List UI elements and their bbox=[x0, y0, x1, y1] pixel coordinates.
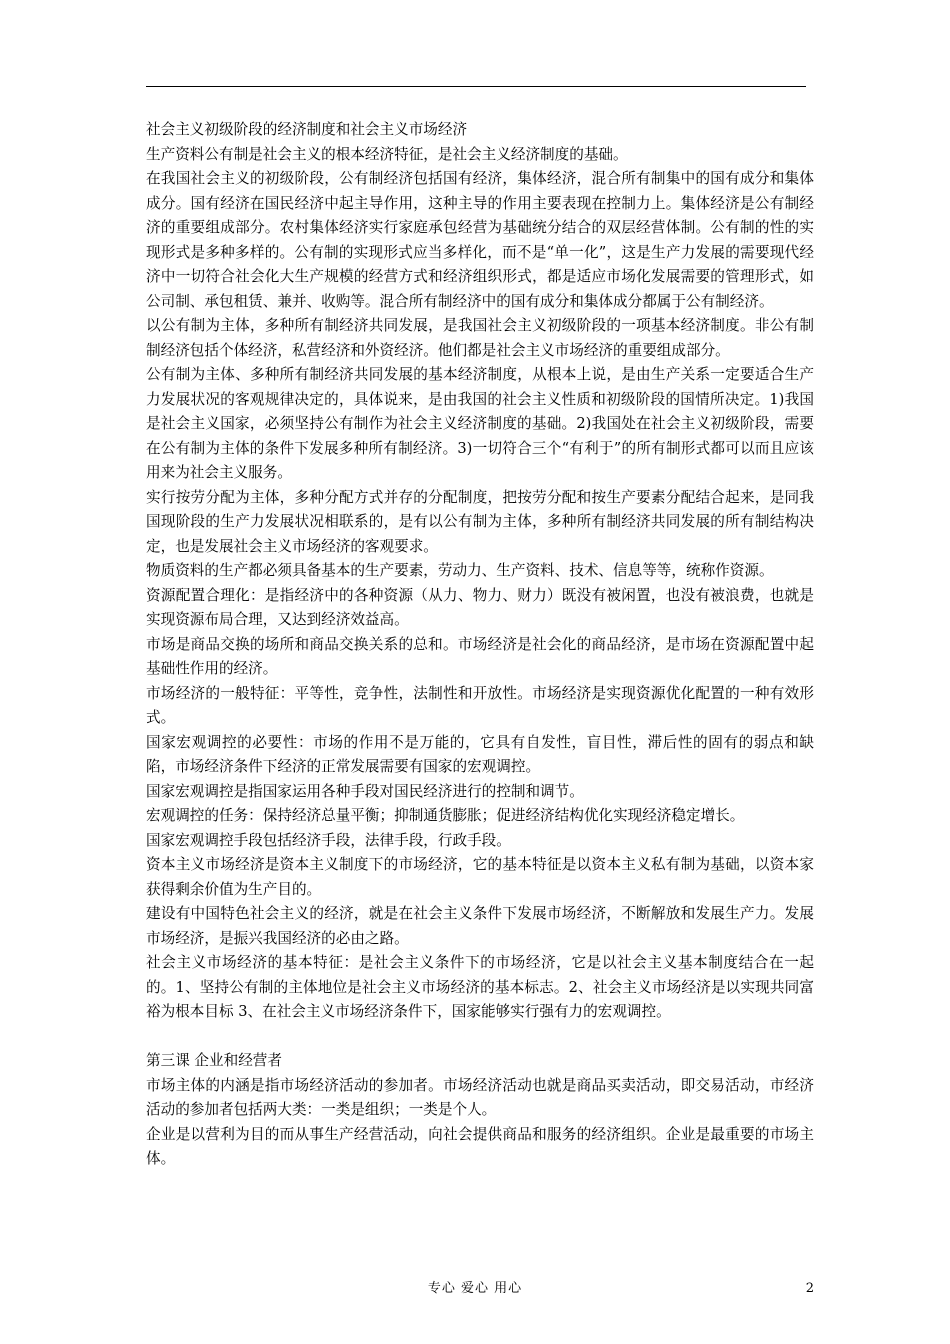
paragraph: 在我国社会主义的初级阶段，公有制经济包括国有经济，集体经济，混合所有制集中的国有成分和集体成分。国有经济在国民经济中起主导作用，这种主导的作用主要表现在控制力上。集体经济是公有制经济的重要组成部分。农村集体经济实行家庭承包经营为基础统分结合的双层经营体制。公有制的性的实现形式是多种多样的。公有制的实现形式应当多样化，而不是“单一化”，这是生产力发展的需要现代经济中一切符合社会化大生产规模的经营方式和经济组织形式，都是适应市场化发展需要的管理形式，如公司制、承包租赁、兼并、收购等。混合所有制经济中的国有成分和集体成分都属于公有制经济。 bbox=[146, 170, 814, 310]
paragraph: 生产资料公有制是社会主义的根本经济特征，是社会主义经济制度的基础。 bbox=[146, 145, 628, 163]
paragraph: 企业是以营利为目的而从事生产经营活动，向社会提供商品和服务的经济组织。企业是最重要的市场主体。 bbox=[146, 1125, 814, 1167]
paragraph: 以公有制为主体，多种所有制经济共同发展，是我国社会主义初级阶段的一项基本经济制度。非公有制制经济包括个体经济，私营经济和外资经济。他们都是社会主义市场经济的重要组成部分。 bbox=[146, 317, 814, 359]
page-number: 2 bbox=[805, 1281, 814, 1296]
paragraph: 实行按劳分配为主体，多种分配方式并存的分配制度，把按劳分配和按生产要素分配结合起来，是同我国现阶段的生产力发展状况相联系的，是有以公有制为主体，多种所有制经济共同发展的所有制结构决定，也是发展社会主义市场经济的客观要求。 bbox=[146, 488, 814, 555]
paragraph: 市场主体的内涵是指市场经济活动的参加者。市场经济活动也就是商品买卖活动，即交易活动，市经济活动的参加者包括两大类：一类是组织；一类是个人。 bbox=[146, 1076, 814, 1118]
section-title: 社会主义初级阶段的经济制度和社会主义市场经济 bbox=[146, 121, 468, 138]
paragraph: 市场是商品交换的场所和商品交换关系的总和。市场经济是社会化的商品经济，是市场在资源配置中起基础性作用的经济。 bbox=[146, 635, 814, 677]
paragraph: 建设有中国特色社会主义的经济，就是在社会主义条件下发展市场经济，不断解放和发展生产力。发展市场经济，是振兴我国经济的必由之路。 bbox=[146, 905, 814, 947]
paragraph: 宏观调控的任务：保持经济总量平衡；抑制通货膨胀；促进经济结构优化实现经济稳定增长。 bbox=[146, 807, 745, 824]
paragraph: 国家宏观调控手段包括经济手段，法律手段，行政手段。 bbox=[146, 831, 511, 849]
footer-motto: 专心 爱心 用心 bbox=[427, 1281, 523, 1296]
section-title: 第三课 企业和经营者 bbox=[146, 1052, 282, 1069]
paragraph: 物质资料的生产都必须具备基本的生产要素，劳动力、生产资料、技术、信息等等，统称作资源。 bbox=[146, 562, 774, 579]
paragraph: 公有制为主体、多种所有制经济共同发展的基本经济制度，从根本上说，是由生产关系一定要适合生产力发展状况的客观规律决定的，具体说来，是由我国的社会主义性质和初级阶段的国情所决定。1)我国是社会主义国家，必须坚持公有制作为社会主义经济制度的基础。2)我国处在社会主义初级阶段，需要在公有制为主体的条件下发展多种所有制经济。3)一切符合三个“有利于”的所有制形式都可以而且应该用来为社会主义服务。 bbox=[146, 366, 814, 481]
paragraph: 国家宏观调控的必要性：市场的作用不是万能的，它具有自发性，盲目性，滞后性的固有的弱点和缺陷，市场经济条件下经济的正常发展需要有国家的宏观调控。 bbox=[146, 733, 814, 775]
paragraph: 社会主义市场经济的基本特征：是社会主义条件下的市场经济，它是以社会主义基本制度结合在一起的。1、坚持公有制的主体地位是社会主义市场经济的基本标志。2、社会主义市场经济是以实现共同富裕为根本目标 3、在社会主义市场经济条件下，国家能够实行强有力的宏观调控。 bbox=[146, 954, 814, 1020]
paragraph: 资本主义市场经济是资本主义制度下的市场经济，它的基本特征是以资本主义私有制为基础，以资本家获得剩余价值为生产目的。 bbox=[146, 856, 814, 898]
paragraph: 国家宏观调控是指国家运用各种手段对国民经济进行的控制和调节。 bbox=[146, 782, 584, 800]
section-gap bbox=[146, 1025, 814, 1050]
header-rule bbox=[146, 86, 806, 87]
paragraph: 资源配置合理化：是指经济中的各种资源（从力、物力、财力）既没有被闲置，也没有被浪费，也就是实现资源布局合理，又达到经济效益高。 bbox=[146, 586, 814, 628]
paragraph: 市场经济的一般特征：平等性，竞争性，法制性和开放性。市场经济是实现资源优化配置的一种有效形式。 bbox=[146, 684, 814, 726]
document-body bbox=[146, 118, 814, 1172]
